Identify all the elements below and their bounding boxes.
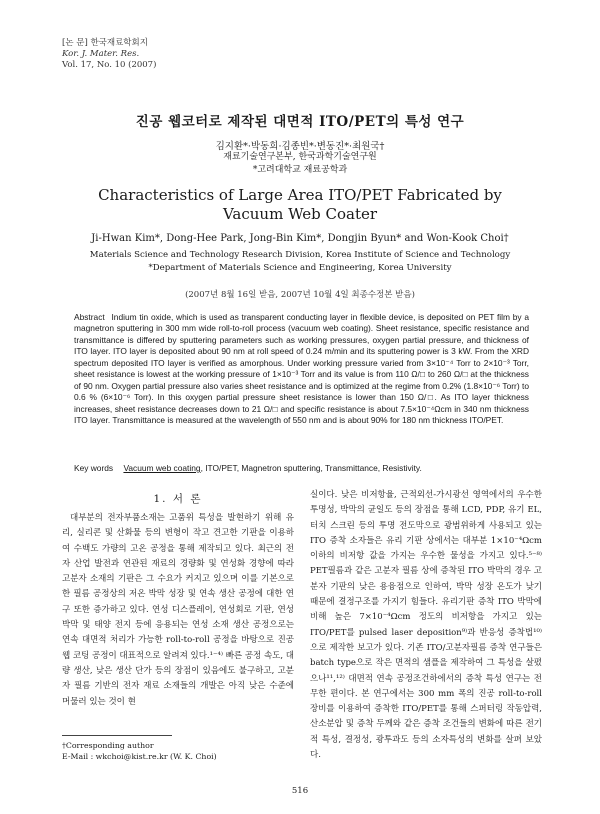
body-right-column [310,488,542,763]
abstract [74,312,529,427]
page-number: 516 [291,786,309,796]
keywords [74,463,544,473]
body-paragraph-right: 실이다. 낮은 비저항율, 근적외선-가시광선 영역에서의 우수한 투명성, 박막의 균일도 등의 장점을 통해 LCD, PDP, 유기 EL, 터치 스크린 등의 투명 전도막으로 광범위하게 사용되고 있는 ITO 증착 소자들은 유리 기판 상에서는 대부분 1×10⁻⁴Ωcm 이하의 비저항 값을 가지는 우수한 물성을 가지고 있다.⁵⁻⁸⁾ PET필름과 같은 고분자 필름 상에 증착된 ITO 박막의 경우 고분자 기판의 낮은 용융점으로 인하여, 박막 성장 온도가 낮기 때문에 결정구조를 가지기 힘들다. 유리기판 증착 ITO 박막에 비해 높은 7×10⁻⁴Ωcm 정도의 비저항을 가지고 있는 ITO/PET를 pulsed laser deposition⁹⁾과 반응성 증착법¹⁰⁾으로 제작한 보고가 있다. 기존 ITO/고분자필름 증착 연구들은 batch type으로 작은 면적의 샘플을 제작하여 그 특성을 살폈으나¹¹,¹²⁾ 대면적 연속 공정조건하에서의 증착 특성 연구는 전무한 편이다. 본 연구에서는 300 mm 폭의 진공 roll-to-roll 장비를 이용하여 증착한 ITO/PET를 통해 스퍼터링 작동압력, 산소분압 및 증착 두께와 같은 증착 조건들의 변화에 따른 전기적 특성, 결정성, 광투과도 등의 소자특성의 변화를 살펴 보았다. [310,490,542,761]
section-1-heading: 1. 서 론 [153,493,203,505]
journal-header-line2: Kor. J. Mater. Res. [62,49,140,59]
korean-affiliation-1: 재료기술연구본부, 한국과학기술연구원 [223,152,377,162]
abstract-text: Indium tin oxide, which is used as transparent conducting layer in flexible device, is deposited on PET film by a magnetron sputtering in 300 mm wide roll-to-roll process (vacuum web coating). Sheet resistance, specific resistance and transmittance is differed by sputtering parameters such as working pressures, oxygen partial pressure, and thickness of ITO layer. ITO layer is deposited about 90 nm at roll speed of 0.24 m/min and its sputtering power is 3 kW. From the XRD spectrum deposited ITO layer is verified as amorphous. Under working pressure varied from 3×10⁻⁴ Torr to 2×10⁻³ Torr, sheet resistance is lowest at the working pressure of 1×10⁻³ Torr and its value is from 110 Ω/□ to 260 Ω/□ at the thickness of 90 nm. Oxygen partial pressure also varies sheet resistance and is optimized at the regime from 0.2% (1.8×10⁻⁶ Torr) to 0.6 % (6×10⁻⁶ Torr). In this oxygen partial pressure sheet resistance is lower than 150 Ω/□. As ITO layer thickness increases, sheet resistance decreases down to 21 Ω/□ and specific resistance is about 7.5×10⁻⁴Ωcm in 340 nm thickness ITO layer. Transmittance is measured at the wavelength of 550 nm and is about 90% for 180 nm thickness ITO/PET. [74,312,529,426]
footnote-email: E-Mail : wkchoi@kist.re.kr (W. K. Choi) [62,752,217,761]
footnote [62,740,217,762]
english-affiliation-2: *Department of Materials Science and Engineering, Korea University [148,262,452,273]
korean-affiliation-2: *고려대학교 재료공학과 [252,164,348,175]
korean-authors: 김지환*·박동희·김종빈*·변동진*·최원국† [215,141,385,152]
body-left-column [62,490,294,710]
korean-title: 진공 웹코터로 제작된 대면적 ITO/PET의 특성 연구 [135,114,465,130]
english-affiliation-1: Materials Science and Technology Research Division, Korea Institute of Science and Technology [89,250,511,260]
footnote-rule [62,735,172,736]
english-affiliations [40,249,560,274]
korean-affiliations [40,151,560,176]
journal-header-line1: [논 문] 한국재료학회지 [62,38,148,48]
keywords-first: Vacuum web coating [123,463,201,473]
journal-header-line3: Vol. 17, No. 10 (2007) [62,60,157,70]
english-title-line2: Vacuum Web Coater [222,205,378,223]
keywords-label: Key words [74,463,114,473]
footnote-corresponding: †Corresponding author [62,741,154,750]
english-authors: Ji-Hwan Kim*, Dong-Hee Park, Jong-Bin Kim*, Dongjin Byun* and Won-Kook Choi† [91,233,509,244]
keywords-rest: , ITO/PET, Magnetron sputtering, Transmittance, Resistivity. [200,463,422,473]
body-paragraph-left: 대부분의 전자부품소재는 고품위 특성을 발현하기 위해 유리, 실리콘 및 산화물 등의 변형이 작고 견고한 기판을 이용하여 수백도 가량의 고온 공정을 통해 제작되고 있다. 최근의 전자 산업 발전과 연관된 재료의 경량화 및 연성화 경향에 따라 고분자 소재의 기판은 그 수요가 커지고 있으며 이를 기본으로 한 필름 공정상의 저온 박막 성장 및 연속 생산 공정에 대한 연구 또한 증가하고 있다. 연성 디스플레이, 연성회로 기판, 연성 박막 및 태양 전지 등에 응용되는 연성 소재 생산 공정으로는 연속 대면적 처리가 가능한 roll-to-roll 공정을 바탕으로 진공 웹 코팅 공정이 대표적으로 알려져 있다.¹⁻⁴⁾ 빠른 공정 속도, 대량 생산, 낮은 생산 단가 등의 장점이 있음에도 불구하고, 고분자 필름 기반의 전자 재료 소재들의 개발은 아직 낮은 수준에 머물러 있는 것이 현 [62,513,294,707]
abstract-label: Abstract [74,312,105,322]
journal-header [62,38,156,71]
english-title [40,186,560,224]
received-dates: (2007년 8월 16일 받음, 2007년 10월 4일 최종수정본 받음) [185,290,415,300]
english-title-line1: Characteristics of Large Area ITO/PET Fabricated by [98,186,502,204]
